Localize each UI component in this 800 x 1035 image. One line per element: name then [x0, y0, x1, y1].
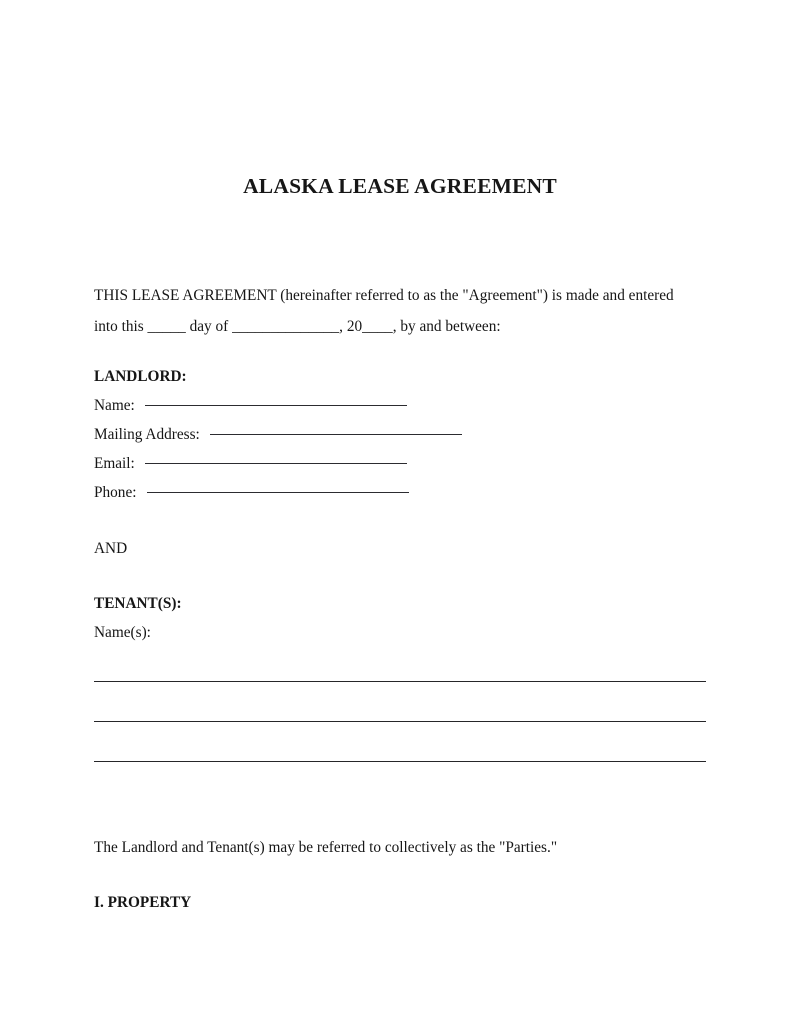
and-conjunction: AND: [94, 540, 128, 557]
parties-definition-note: The Landlord and Tenant(s) may be referred to collectively as the "Parties.": [94, 839, 558, 856]
intro-paragraph: [94, 280, 706, 342]
landlord-email-field[interactable]: [94, 452, 407, 476]
landlord-mailing-address-blank-rule[interactable]: [210, 434, 462, 435]
landlord-name-label: Name:: [94, 397, 135, 414]
landlord-name-field[interactable]: [94, 394, 407, 418]
landlord-phone-label: Phone:: [94, 484, 137, 501]
intro-line-1: THIS LEASE AGREEMENT (hereinafter referred to as the "Agreement") is made and entered: [94, 287, 674, 304]
landlord-heading: LANDLORD:: [94, 368, 187, 385]
page-title: ALASKA LEASE AGREEMENT: [243, 174, 557, 199]
tenant-names-label: Name(s):: [94, 624, 151, 641]
landlord-phone-field[interactable]: [94, 481, 409, 505]
tenant-name-blank-rule-3[interactable]: [94, 761, 706, 762]
landlord-phone-blank-rule[interactable]: [147, 492, 409, 493]
tenant-name-blank-rule-1[interactable]: [94, 681, 706, 682]
section-heading-property: I. PROPERTY: [94, 894, 192, 911]
tenant-name-blank-rule-2[interactable]: [94, 721, 706, 722]
intro-line-2: into this _____ day of ______________, 20____, by and between:: [94, 318, 501, 335]
landlord-email-blank-rule[interactable]: [145, 463, 407, 464]
tenant-heading: TENANT(S):: [94, 595, 182, 612]
landlord-email-label: Email:: [94, 455, 135, 472]
landlord-name-blank-rule[interactable]: [145, 405, 407, 406]
landlord-mailing-address-label: Mailing Address:: [94, 426, 200, 443]
landlord-mailing-address-field[interactable]: [94, 423, 462, 447]
